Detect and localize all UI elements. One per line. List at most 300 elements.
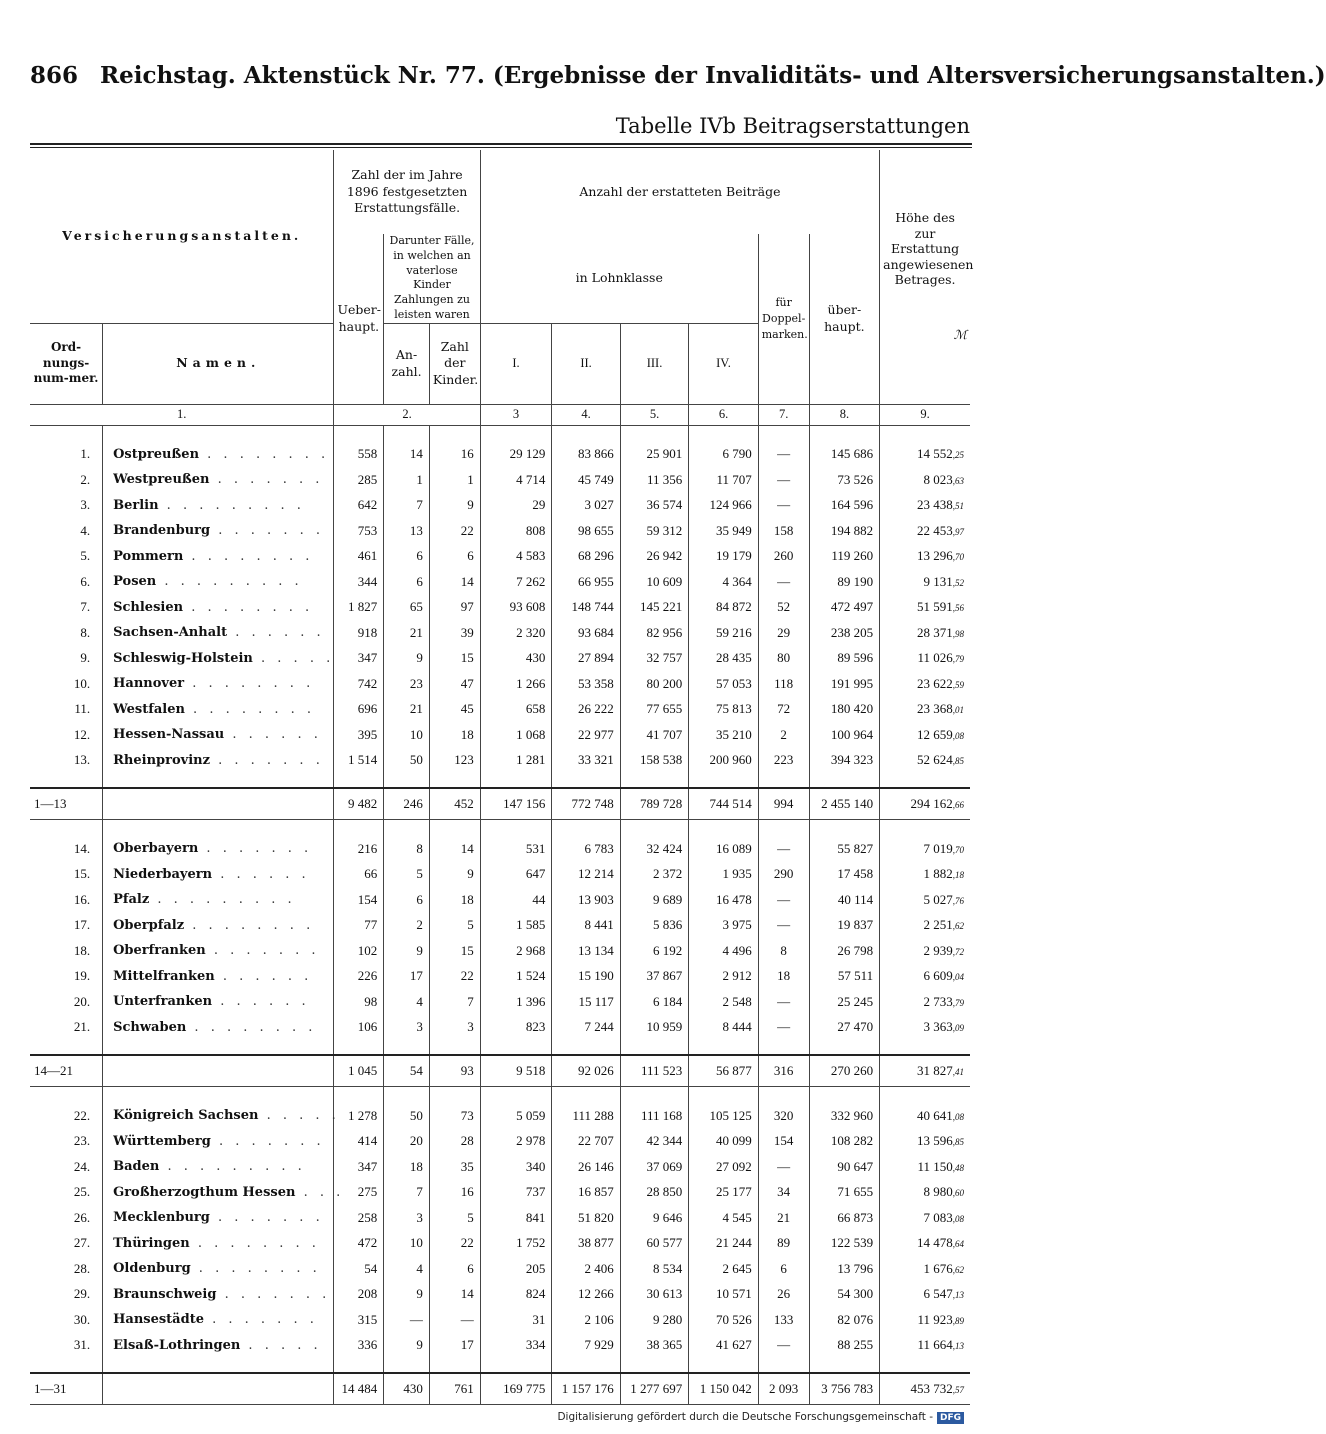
cell-l4: 35 210 xyxy=(689,722,759,748)
cell-dop: 8 xyxy=(758,938,809,964)
cell-name xyxy=(103,1373,334,1405)
cell-kind: 22 xyxy=(429,518,480,544)
cell-dop: — xyxy=(758,1333,809,1359)
cell-dop: 29 xyxy=(758,620,809,646)
cell-betrag: 23 368,01 xyxy=(880,697,970,723)
cell-l4: 124 966 xyxy=(689,493,759,519)
cell-ueb: 395 xyxy=(334,722,384,748)
cell-l4: 8 444 xyxy=(689,1015,759,1041)
cell-l1: 658 xyxy=(480,697,552,723)
cell-betrag: 8 023,63 xyxy=(880,467,970,493)
cell-ueb: 226 xyxy=(334,964,384,990)
zahl-kinder-header: Zahl der Kinder. xyxy=(429,323,480,404)
cell-kind: 9 xyxy=(429,862,480,888)
table-row xyxy=(30,544,970,570)
cell-name: Brandenburg . . . . . . . xyxy=(103,518,334,544)
cell-ges: 54 300 xyxy=(809,1282,880,1308)
cell-l4: 4 364 xyxy=(689,569,759,595)
cell-dop: — xyxy=(758,989,809,1015)
cell-anz: 21 xyxy=(384,620,430,646)
cell-kind: 5 xyxy=(429,913,480,939)
cell-l3: 37 867 xyxy=(620,964,688,990)
cell-kind: 16 xyxy=(429,442,480,468)
cell-ges: 122 539 xyxy=(809,1231,880,1257)
cell-ueb: 472 xyxy=(334,1231,384,1257)
cell-dop: 21 xyxy=(758,1205,809,1231)
cell-dop: 52 xyxy=(758,595,809,621)
cell-l4: 200 960 xyxy=(689,748,759,774)
cell-dop: 72 xyxy=(758,697,809,723)
cell-ges: 332 960 xyxy=(809,1103,880,1129)
table-row xyxy=(30,1205,970,1231)
cell-kind: 47 xyxy=(429,671,480,697)
cell-l4: 27 092 xyxy=(689,1154,759,1180)
cell-name: Pommern . . . . . . . . xyxy=(103,544,334,570)
table-row xyxy=(30,913,970,939)
cell-dop: 6 xyxy=(758,1256,809,1282)
cell-l4: 40 099 xyxy=(689,1129,759,1155)
cell-l3: 9 280 xyxy=(620,1307,688,1333)
cell-name: Hannover . . . . . . . . xyxy=(103,671,334,697)
lk1-header: I. xyxy=(480,323,552,404)
cell-l2: 13 134 xyxy=(552,938,620,964)
cell-betrag: 1 882,18 xyxy=(880,862,970,888)
cell-l1: 5 059 xyxy=(480,1103,552,1129)
cell-kind: 15 xyxy=(429,646,480,672)
cell-l1: 9 518 xyxy=(480,1055,552,1087)
cell-betrag: 23 438,51 xyxy=(880,493,970,519)
cell-l4: 16 089 xyxy=(689,836,759,862)
cell-anz: 23 xyxy=(384,671,430,697)
cell-ges: 108 282 xyxy=(809,1129,880,1155)
cell-betrag: 9 131,52 xyxy=(880,569,970,595)
darunter-header: Darunter Fälle, in welchen an vaterlose Kinder Zahlungen zu leisten waren xyxy=(384,234,480,323)
cell-nr: 30. xyxy=(73,1311,91,1327)
cell-anz: 4 xyxy=(384,1256,430,1282)
table-row xyxy=(30,671,970,697)
cell-anz: 54 xyxy=(384,1055,430,1087)
cell-dop: 133 xyxy=(758,1307,809,1333)
cell-dop: — xyxy=(758,569,809,595)
cell-l2: 93 684 xyxy=(552,620,620,646)
cell-anz: 7 xyxy=(384,1180,430,1206)
cell-l4: 1 935 xyxy=(689,862,759,888)
cell-l4: 75 813 xyxy=(689,697,759,723)
cell-l1: 1 068 xyxy=(480,722,552,748)
cell-betrag: 2 733,79 xyxy=(880,989,970,1015)
cell-dop: 316 xyxy=(758,1055,809,1087)
cell-nr: 22. xyxy=(73,1107,91,1123)
cell-l3: 30 613 xyxy=(620,1282,688,1308)
lk3-header: III. xyxy=(620,323,688,404)
cell-anz: 246 xyxy=(384,788,430,820)
cell-betrag: 7 019,70 xyxy=(880,836,970,862)
cell-betrag: 6 609,04 xyxy=(880,964,970,990)
cell-kind: 18 xyxy=(429,887,480,913)
cell-kind: 16 xyxy=(429,1180,480,1206)
zahl-faelle-header: Zahl der im Jahre 1896 festgesetzten Erstattungsfälle. xyxy=(334,150,480,234)
cell-l1: 1 281 xyxy=(480,748,552,774)
table-row xyxy=(30,620,970,646)
cell-betrag: 453 732,57 xyxy=(880,1373,970,1405)
cell-anz: 2 xyxy=(384,913,430,939)
cell-l1: 1 585 xyxy=(480,913,552,939)
cell-l1: 823 xyxy=(480,1015,552,1041)
table-row xyxy=(30,697,970,723)
cell-dop: 80 xyxy=(758,646,809,672)
cell-l3: 11 356 xyxy=(620,467,688,493)
cell-l4: 4 496 xyxy=(689,938,759,964)
cell-ueb: 98 xyxy=(334,989,384,1015)
cell-ueb: 347 xyxy=(334,646,384,672)
top-rule-thin xyxy=(30,147,972,148)
cell-l1: 29 129 xyxy=(480,442,552,468)
cell-ueb: 461 xyxy=(334,544,384,570)
cell-nr: 5. xyxy=(80,548,91,564)
cell-betrag: 2 939,72 xyxy=(880,938,970,964)
cell-kind: 123 xyxy=(429,748,480,774)
cell-nr: 2. xyxy=(80,471,91,487)
cell-dop: — xyxy=(758,442,809,468)
cell-l2: 2 406 xyxy=(552,1256,620,1282)
cell-l4: 25 177 xyxy=(689,1180,759,1206)
cell-l3: 32 757 xyxy=(620,646,688,672)
cell-ges: 270 260 xyxy=(809,1055,880,1087)
table-row xyxy=(30,1282,970,1308)
column-number-row: 1. 2. 3 4. 5. 6. 7. 8. 9. xyxy=(30,404,970,425)
cell-l3: 145 221 xyxy=(620,595,688,621)
cell-l3: 158 538 xyxy=(620,748,688,774)
table-row xyxy=(30,467,970,493)
cell-name: Oberfranken . . . . . . . xyxy=(103,938,334,964)
cell-l2: 1 157 176 xyxy=(552,1373,620,1405)
cell-kind: 17 xyxy=(429,1333,480,1359)
cell-l1: 737 xyxy=(480,1180,552,1206)
cell-betrag: 11 923,89 xyxy=(880,1307,970,1333)
table-body xyxy=(30,425,970,1405)
anzahl-header: An-zahl. xyxy=(384,323,430,404)
cell-nr: 11. xyxy=(74,701,91,717)
cell-l2: 68 296 xyxy=(552,544,620,570)
cell-l2: 22 707 xyxy=(552,1129,620,1155)
cell-kind: 761 xyxy=(429,1373,480,1405)
cell-nr: 6. xyxy=(80,573,91,589)
cell-ueb: 1 278 xyxy=(334,1103,384,1129)
cell-betrag: 52 624,85 xyxy=(880,748,970,774)
table-row xyxy=(30,1256,970,1282)
cell-kind: 6 xyxy=(429,1256,480,1282)
cell-dop: 994 xyxy=(758,788,809,820)
cell-ueb: 154 xyxy=(334,887,384,913)
spacer-row xyxy=(30,425,970,442)
spacer-row xyxy=(30,820,970,837)
cell-l1: 841 xyxy=(480,1205,552,1231)
cell-l3: 42 344 xyxy=(620,1129,688,1155)
cell-anz: 9 xyxy=(384,1282,430,1308)
cell-betrag: 23 622,59 xyxy=(880,671,970,697)
table-row xyxy=(30,722,970,748)
cell-ges: 40 114 xyxy=(809,887,880,913)
cell-l1: 169 775 xyxy=(480,1373,552,1405)
cell-kind: 452 xyxy=(429,788,480,820)
cell-anz: 6 xyxy=(384,887,430,913)
cell-l1: 1 266 xyxy=(480,671,552,697)
cell-l1: 1 524 xyxy=(480,964,552,990)
ordnungsnummer-header: Ord-nungs-num-mer. xyxy=(30,323,103,404)
cell-anz: 10 xyxy=(384,722,430,748)
cell-ueb: 77 xyxy=(334,913,384,939)
cell-l1: 1 752 xyxy=(480,1231,552,1257)
table-row xyxy=(30,1015,970,1041)
cell-ges: 119 260 xyxy=(809,544,880,570)
spacer-row xyxy=(30,1087,970,1104)
cell-nr: 4. xyxy=(80,522,91,538)
table-row xyxy=(30,1154,970,1180)
cell-l2: 53 358 xyxy=(552,671,620,697)
cell-kind: 73 xyxy=(429,1103,480,1129)
cell-l4: 2 548 xyxy=(689,989,759,1015)
cell-anz: 430 xyxy=(384,1373,430,1405)
cell-kind: 97 xyxy=(429,595,480,621)
cell-ges: 89 190 xyxy=(809,569,880,595)
cell-anz: 3 xyxy=(384,1015,430,1041)
cell-ueb: 216 xyxy=(334,836,384,862)
cell-kind: — xyxy=(429,1307,480,1333)
data-table xyxy=(30,150,974,1405)
cell-l1: 29 xyxy=(480,493,552,519)
cell-name: Mecklenburg . . . . . . . xyxy=(103,1205,334,1231)
cell-anz: 10 xyxy=(384,1231,430,1257)
cell-ueb: 9 482 xyxy=(334,788,384,820)
cell-name: Württemberg . . . . . . . xyxy=(103,1129,334,1155)
cell-anz: — xyxy=(384,1307,430,1333)
cell-nr: 20. xyxy=(73,993,91,1009)
cell-l4: 1 150 042 xyxy=(689,1373,759,1405)
table-row xyxy=(30,1129,970,1155)
cell-ges: 73 526 xyxy=(809,467,880,493)
cell-anz: 20 xyxy=(384,1129,430,1155)
cell-kind: 22 xyxy=(429,1231,480,1257)
cell-l1: 2 320 xyxy=(480,620,552,646)
cell-l2: 45 749 xyxy=(552,467,620,493)
cell-nr: 1—31 xyxy=(30,1373,103,1405)
cell-l1: 1 396 xyxy=(480,989,552,1015)
total-row xyxy=(30,1373,970,1405)
cell-l3: 6 192 xyxy=(620,938,688,964)
cell-nr: 29. xyxy=(73,1286,91,1302)
table-row xyxy=(30,887,970,913)
cell-l2: 148 744 xyxy=(552,595,620,621)
cell-l1: 824 xyxy=(480,1282,552,1308)
cell-ges: 27 470 xyxy=(809,1015,880,1041)
cell-name: Schwaben . . . . . . . . xyxy=(103,1015,334,1041)
cell-l1: 647 xyxy=(480,862,552,888)
cell-l4: 56 877 xyxy=(689,1055,759,1087)
cell-l4: 21 244 xyxy=(689,1231,759,1257)
cell-ueb: 258 xyxy=(334,1205,384,1231)
cell-anz: 3 xyxy=(384,1205,430,1231)
cell-name: Baden . . . . . . . . . xyxy=(103,1154,334,1180)
cell-anz: 21 xyxy=(384,697,430,723)
cell-name: Mittelfranken . . . . . . xyxy=(103,964,334,990)
cell-l3: 9 689 xyxy=(620,887,688,913)
total-row xyxy=(30,1055,970,1087)
cell-l4: 19 179 xyxy=(689,544,759,570)
cell-name: Westpreußen . . . . . . . xyxy=(103,467,334,493)
cell-name: Braunschweig . . . . . . . xyxy=(103,1282,334,1308)
cell-ueb: 642 xyxy=(334,493,384,519)
cell-nr: 14. xyxy=(73,840,91,856)
cell-ges: 71 655 xyxy=(809,1180,880,1206)
cell-name: Oldenburg . . . . . . . . xyxy=(103,1256,334,1282)
header-row-1 xyxy=(30,150,970,234)
cell-ueb: 315 xyxy=(334,1307,384,1333)
cell-ueb: 558 xyxy=(334,442,384,468)
cell-nr: 3. xyxy=(80,497,91,513)
cell-dop: 260 xyxy=(758,544,809,570)
cell-l4: 105 125 xyxy=(689,1103,759,1129)
cell-l3: 38 365 xyxy=(620,1333,688,1359)
cell-dop: 2 xyxy=(758,722,809,748)
cell-l3: 36 574 xyxy=(620,493,688,519)
cell-ueb: 753 xyxy=(334,518,384,544)
cell-nr: 15. xyxy=(73,866,91,882)
cell-kind: 15 xyxy=(429,938,480,964)
cell-ueb: 102 xyxy=(334,938,384,964)
table-row xyxy=(30,964,970,990)
cell-ges: 100 964 xyxy=(809,722,880,748)
cell-l2: 26 146 xyxy=(552,1154,620,1180)
cell-betrag: 13 596,85 xyxy=(880,1129,970,1155)
cell-nr: 28. xyxy=(73,1260,91,1276)
cell-name: Pfalz . . . . . . . . . xyxy=(103,887,334,913)
cell-nr: 1—13 xyxy=(30,788,103,820)
cell-kind: 9 xyxy=(429,493,480,519)
cell-ges: 3 756 783 xyxy=(809,1373,880,1405)
cell-l2: 66 955 xyxy=(552,569,620,595)
cell-betrag: 1 676,62 xyxy=(880,1256,970,1282)
cell-name: Niederbayern . . . . . . xyxy=(103,862,334,888)
cell-ueb: 336 xyxy=(334,1333,384,1359)
cell-l3: 26 942 xyxy=(620,544,688,570)
cell-nr: 10. xyxy=(73,675,91,691)
cell-l2: 16 857 xyxy=(552,1180,620,1206)
table-row xyxy=(30,442,970,468)
cell-l2: 51 820 xyxy=(552,1205,620,1231)
cell-nr: 14—21 xyxy=(30,1055,103,1087)
cell-ueb: 414 xyxy=(334,1129,384,1155)
cell-dop: — xyxy=(758,493,809,519)
cell-l2: 92 026 xyxy=(552,1055,620,1087)
cell-l3: 60 577 xyxy=(620,1231,688,1257)
cell-l1: 430 xyxy=(480,646,552,672)
cell-ueb: 66 xyxy=(334,862,384,888)
cell-l3: 8 534 xyxy=(620,1256,688,1282)
cell-l4: 744 514 xyxy=(689,788,759,820)
cell-l3: 32 424 xyxy=(620,836,688,862)
cell-l2: 3 027 xyxy=(552,493,620,519)
cell-name: Hessen-Nassau . . . . . . xyxy=(103,722,334,748)
cell-anz: 65 xyxy=(384,595,430,621)
cell-nr: 17. xyxy=(73,917,91,933)
cell-kind: 3 xyxy=(429,1015,480,1041)
cell-betrag: 51 591,56 xyxy=(880,595,970,621)
cell-l2: 7 244 xyxy=(552,1015,620,1041)
cell-betrag: 6 547,13 xyxy=(880,1282,970,1308)
cell-dop: 2 093 xyxy=(758,1373,809,1405)
cell-ges: 26 798 xyxy=(809,938,880,964)
cell-nr: 26. xyxy=(73,1209,91,1225)
cell-ges: 394 323 xyxy=(809,748,880,774)
cell-betrag: 12 659,08 xyxy=(880,722,970,748)
table-row xyxy=(30,862,970,888)
cell-l3: 2 372 xyxy=(620,862,688,888)
cell-l2: 7 929 xyxy=(552,1333,620,1359)
cell-name: Elsaß-Lothringen . . . . . xyxy=(103,1333,334,1359)
cell-dop: 118 xyxy=(758,671,809,697)
table-row xyxy=(30,1307,970,1333)
cell-l1: 4 714 xyxy=(480,467,552,493)
cell-ges: 13 796 xyxy=(809,1256,880,1282)
cell-ueb: 1 514 xyxy=(334,748,384,774)
cell-l3: 111 523 xyxy=(620,1055,688,1087)
cell-name xyxy=(103,788,334,820)
versicherungsanstalten-header: Versicherungsanstalten. xyxy=(62,227,302,243)
cell-nr: 18. xyxy=(73,942,91,958)
cell-l3: 10 959 xyxy=(620,1015,688,1041)
cell-name: Thüringen . . . . . . . . xyxy=(103,1231,334,1257)
cell-dop: — xyxy=(758,913,809,939)
cell-betrag: 3 363,09 xyxy=(880,1015,970,1041)
cell-l1: 808 xyxy=(480,518,552,544)
table-row xyxy=(30,1180,970,1206)
cell-ges: 145 686 xyxy=(809,442,880,468)
cell-l3: 10 609 xyxy=(620,569,688,595)
cell-nr: 21. xyxy=(73,1019,91,1035)
cell-l3: 41 707 xyxy=(620,722,688,748)
table-row xyxy=(30,836,970,862)
cell-l2: 26 222 xyxy=(552,697,620,723)
cell-ges: 2 455 140 xyxy=(809,788,880,820)
cell-l2: 12 266 xyxy=(552,1282,620,1308)
cell-ges: 57 511 xyxy=(809,964,880,990)
cell-kind: 14 xyxy=(429,1282,480,1308)
footer xyxy=(557,1411,964,1424)
cell-ges: 82 076 xyxy=(809,1307,880,1333)
cell-l3: 111 168 xyxy=(620,1103,688,1129)
cell-anz: 1 xyxy=(384,467,430,493)
cell-kind: 1 xyxy=(429,467,480,493)
cell-l2: 15 190 xyxy=(552,964,620,990)
cell-ges: 19 837 xyxy=(809,913,880,939)
cell-nr: 1. xyxy=(80,446,91,462)
cell-nr: 27. xyxy=(73,1235,91,1251)
cell-l1: 2 978 xyxy=(480,1129,552,1155)
cell-name: Hansestädte . . . . . . . xyxy=(103,1307,334,1333)
cell-nr: 19. xyxy=(73,968,91,984)
cell-dop: 18 xyxy=(758,964,809,990)
cell-kind: 5 xyxy=(429,1205,480,1231)
cell-betrag: 22 453,97 xyxy=(880,518,970,544)
cell-l1: 31 xyxy=(480,1307,552,1333)
cell-betrag: 8 980,60 xyxy=(880,1180,970,1206)
cell-nr: 23. xyxy=(73,1133,91,1149)
cell-ges: 66 873 xyxy=(809,1205,880,1231)
cell-name: Ostpreußen . . . . . . . . xyxy=(103,442,334,468)
cell-l1: 531 xyxy=(480,836,552,862)
cell-name: Schlesien . . . . . . . . xyxy=(103,595,334,621)
cell-anz: 8 xyxy=(384,836,430,862)
